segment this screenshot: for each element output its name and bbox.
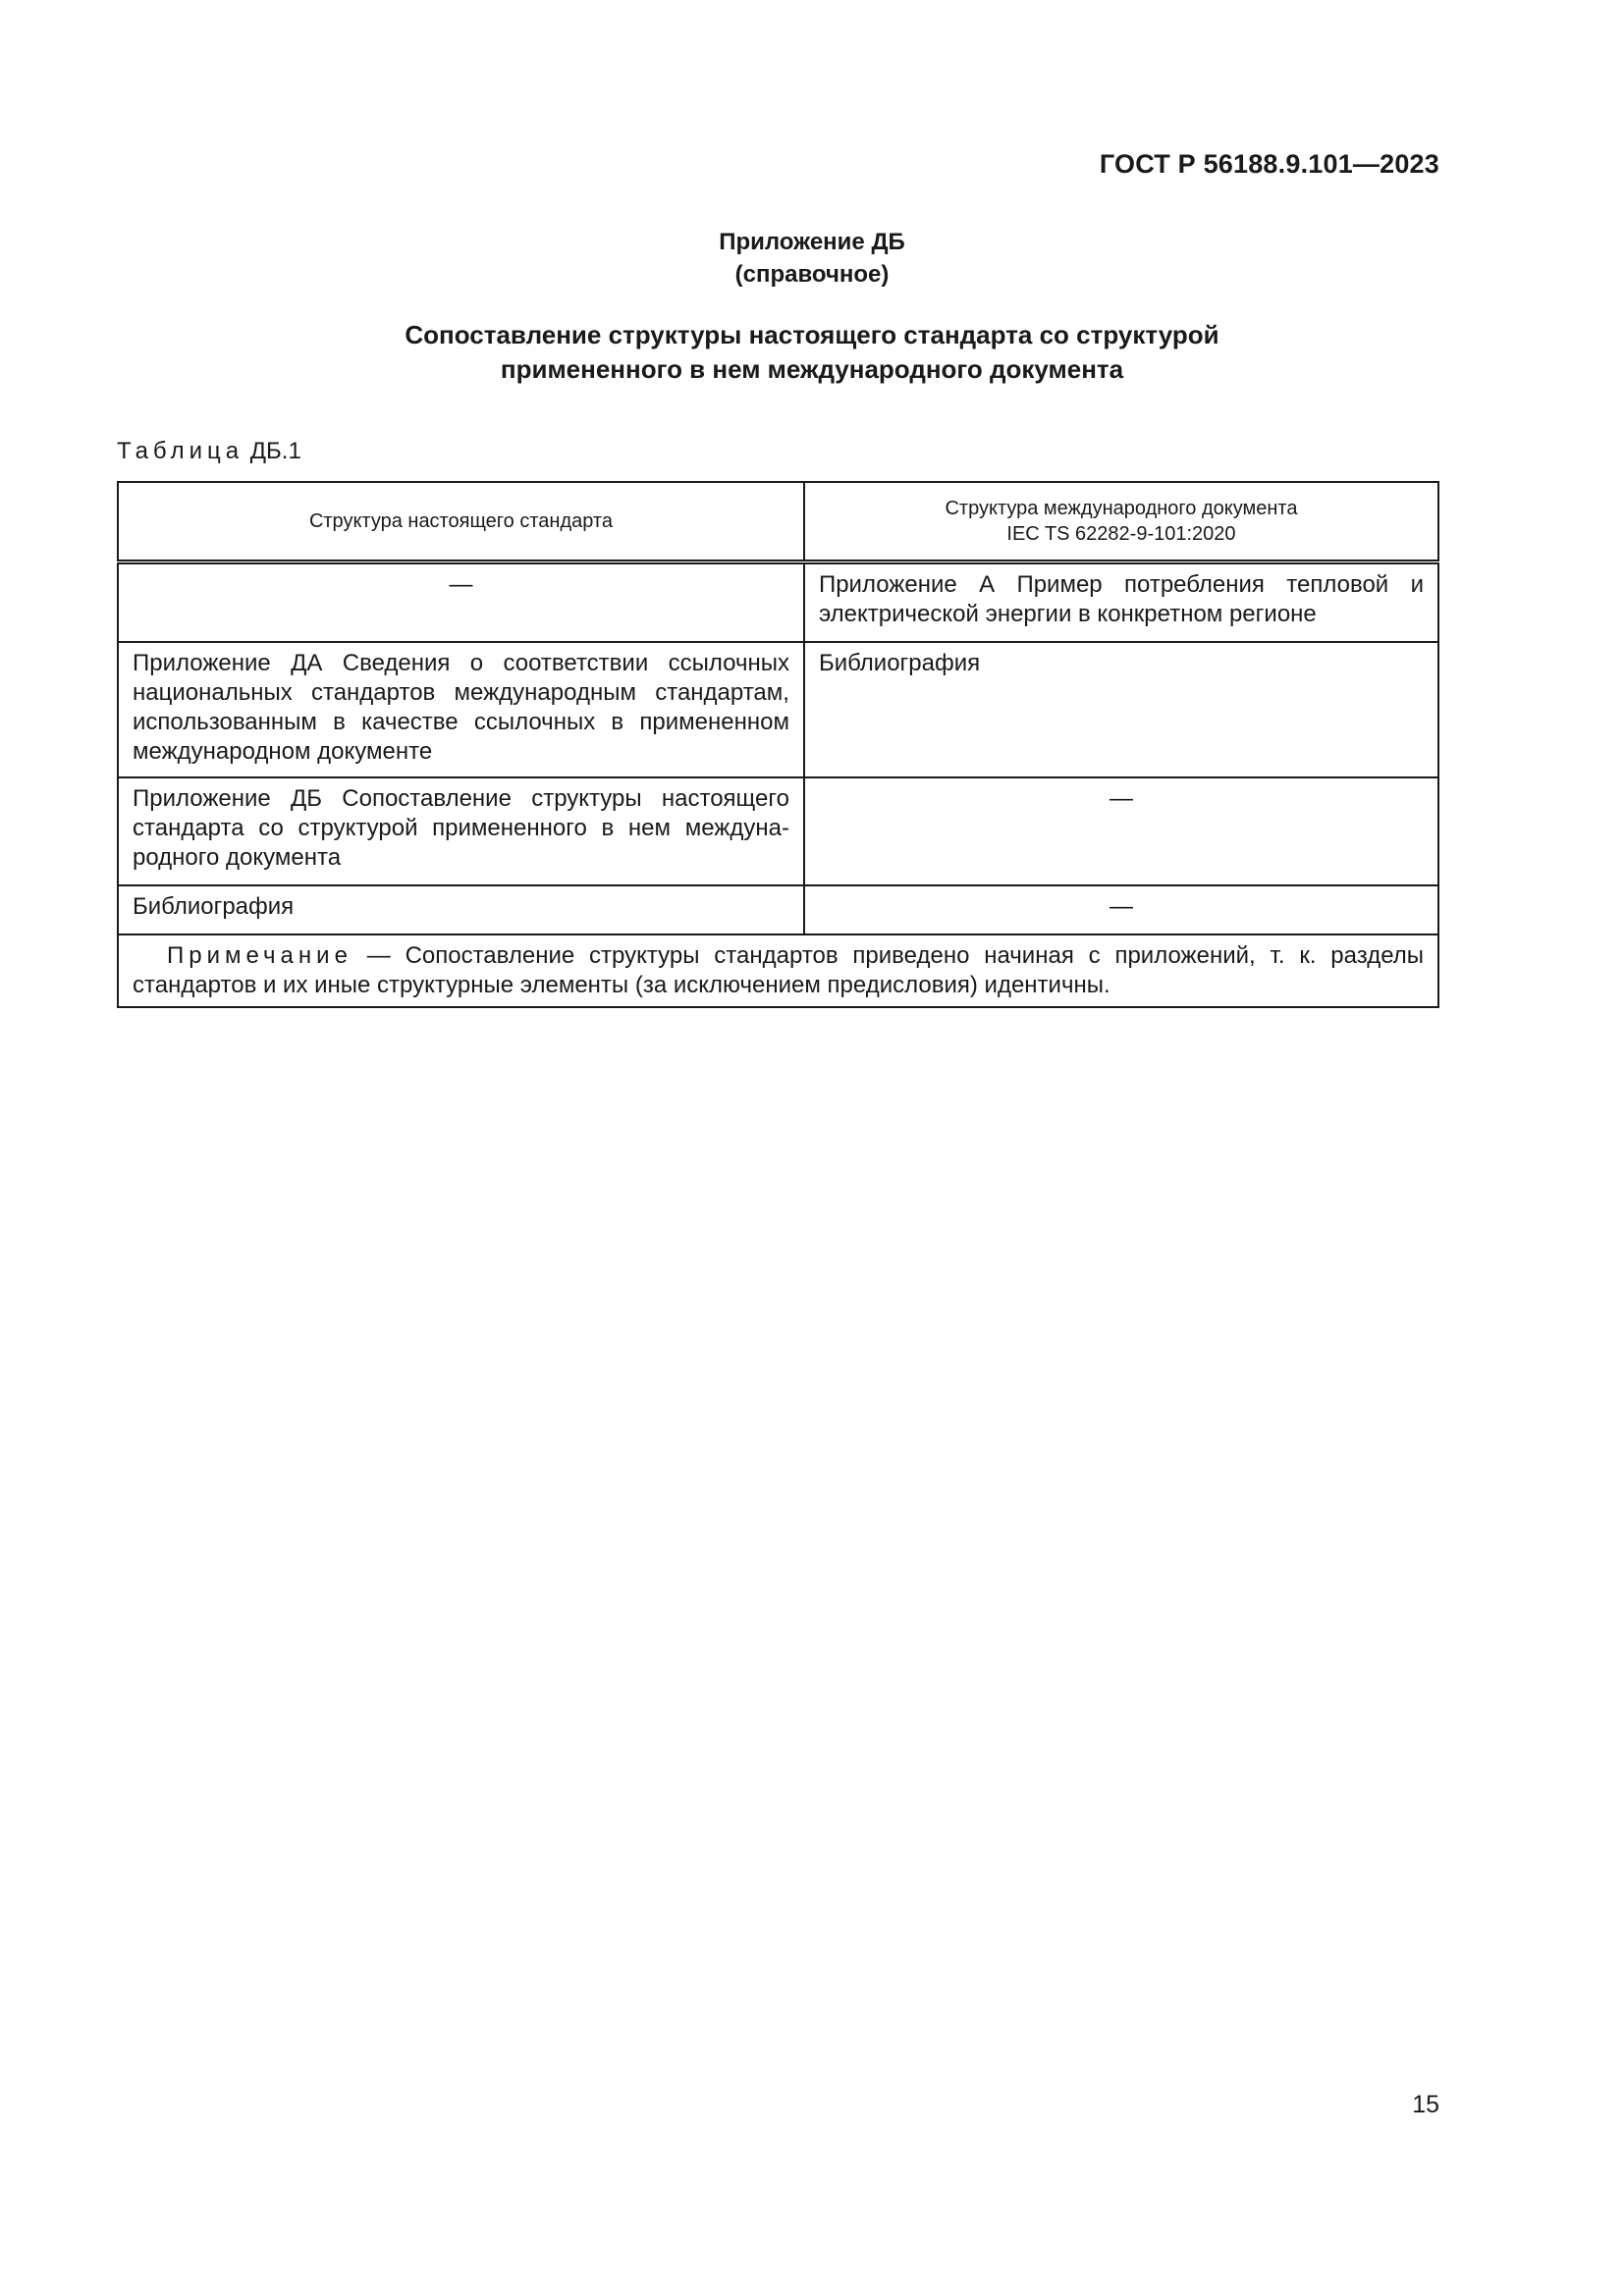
table-cell: —: [118, 562, 804, 643]
header-cell-standard: Структура настоящего стандарта: [118, 482, 804, 562]
appendix-heading: [0, 226, 1624, 291]
table-note: [118, 934, 1438, 1007]
page-number: 15: [1412, 2091, 1439, 2118]
table-note-row: [118, 934, 1438, 1007]
table-caption-number: ДБ.1: [249, 438, 301, 464]
appendix-name: Приложение ДБ: [719, 229, 905, 255]
table-row: [118, 885, 1438, 934]
header-cell-international: [804, 482, 1438, 562]
title-line-2: примененного в нем международного документа: [500, 354, 1124, 384]
table-caption-label: Таблица: [117, 438, 244, 464]
table-row: [118, 562, 1438, 643]
table-row: [118, 777, 1438, 885]
note-text: — Сопоставление структуры стандартов приведено начиная с приложений, т. к. разделы стандартов и их иные структурные элементы (за исключением предисловия) идентичны.: [133, 942, 1425, 998]
table-cell: Приложение ДБ Сопоставление структуры настоящего стандарта со структурой примененного в нем международного документа: [118, 777, 804, 885]
page-title: [0, 318, 1624, 387]
note-label: Примечание: [167, 942, 352, 969]
table-cell: Библиография: [118, 885, 804, 934]
table-cell: Приложение ДА Сведения о соответствии ссылочных национальных стандартов международным стандартам, использованным в качестве ссылочных в примененном международном документе: [118, 642, 804, 777]
appendix-kind: (справочное): [734, 261, 890, 288]
title-line-1: Сопоставление структуры настоящего стандарта со структурой: [405, 320, 1219, 349]
table-caption: [117, 438, 301, 465]
header-international-line-2: IEC TS 62282-9-101:2020: [1006, 523, 1236, 545]
table-cell: Приложение А Пример потребления тепловой и электрической энергии в конкретном регионе: [804, 562, 1438, 643]
comparison-table: [117, 481, 1439, 1008]
document-code: ГОСТ Р 56188.9.101—2023: [1099, 149, 1439, 179]
table-cell: Библиография: [804, 642, 1438, 777]
table-cell: —: [804, 777, 1438, 885]
header-international-line-1: Структура международного документа: [945, 498, 1298, 519]
table-header-row: [118, 482, 1438, 562]
table-cell: —: [804, 885, 1438, 934]
table-row: [118, 642, 1438, 777]
